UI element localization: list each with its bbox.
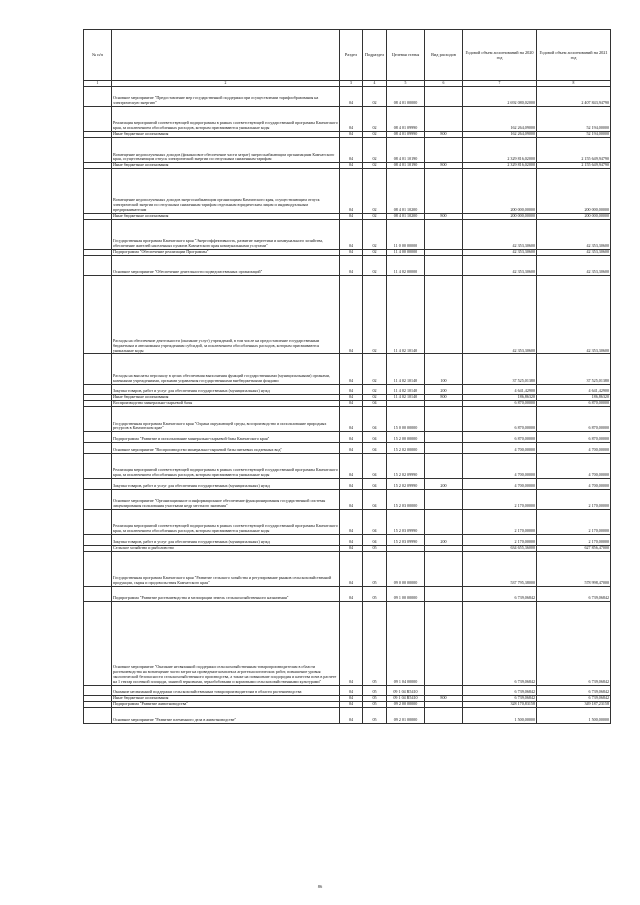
- table-row: [84, 535, 611, 546]
- row-section: 04: [340, 384, 363, 395]
- row-target-article: 09 2 00 00000: [387, 702, 425, 708]
- row-target-article: 11 4 02 10140: [387, 354, 425, 384]
- table-body: [84, 81, 611, 724]
- row-name: Возмещение недополученных доходов энергоснабжающим организациям Камчатского края, осуществляющим отпуск электрической энергии по отпускным сниженным тарифам отдельным юридическим лицам и индивидуальным предпринимателям: [112, 169, 340, 214]
- budget-table: [83, 29, 611, 724]
- row-target-article: 08 4 01 09990: [387, 106, 425, 131]
- row-target-article: 15 2 03 00000: [387, 489, 425, 509]
- row-number-cell: [84, 106, 112, 131]
- row-name: Закупка товаров, работ и услуг для обеспечения государственных (муниципальных) нужд: [112, 478, 340, 489]
- row-target-article: 15 2 03 09990: [387, 535, 425, 546]
- row-expense-type: [425, 137, 463, 162]
- header-amount-2021: Годовой объем ассигнований на 2021 год: [537, 30, 611, 81]
- row-section: 04: [340, 696, 363, 702]
- row-expense-type: 800: [425, 395, 463, 401]
- row-target-article: 09 1 00 00000: [387, 586, 425, 602]
- row-subsection: 02: [363, 213, 387, 219]
- row-name: Реализация мероприятий соответствующей подпрограммы в рамках соответствующей государственной программы Камчатского края, за исключением обособленных расходов, которым присваиваются уникальные коды: [112, 509, 340, 534]
- row-amount-2020: 6 870,00000: [463, 401, 537, 407]
- row-amount-2020: 6 739,06842: [463, 696, 537, 702]
- row-section: 04: [340, 169, 363, 214]
- row-target-article: 09 0 00 00000: [387, 551, 425, 586]
- table-row: [84, 106, 611, 131]
- row-expense-type: 200: [425, 384, 463, 395]
- row-name: Реализация мероприятий соответствующей подпрограммы в рамках соответствующей государственной программы Камчатского края, за исключением обособленных расходов, которым присваиваются уникальные коды: [112, 453, 340, 478]
- column-number: 5: [387, 81, 425, 87]
- row-expense-type: [425, 432, 463, 443]
- row-subsection: 05: [363, 602, 387, 685]
- table-row: [84, 169, 611, 214]
- row-target-article: 15 2 02 09990: [387, 453, 425, 478]
- row-amount-2020: 6 870,00000: [463, 432, 537, 443]
- row-subsection: 05: [363, 685, 387, 696]
- column-number: 6: [425, 81, 463, 87]
- row-name: Основное мероприятие "Организационное и информационное обеспечение функционирования государственной системы лицензирования пользования участками недр местного значения": [112, 489, 340, 509]
- row-number-cell: [84, 219, 112, 249]
- row-section: 04: [340, 535, 363, 546]
- row-expense-type: [425, 406, 463, 431]
- row-expense-type: [425, 685, 463, 696]
- row-name: Реализация мероприятий соответствующей подпрограммы в рамках соответствующей государственной программы Камчатского края, за исключением обособленных расходов, которым присваиваются уникальные коды: [112, 106, 340, 131]
- row-amount-2021: 42 353,30600: [537, 255, 611, 275]
- row-subsection: 02: [363, 106, 387, 131]
- row-subsection: 02: [363, 395, 387, 401]
- row-amount-2020: 186,86320: [463, 395, 537, 401]
- header-subsection: Подраздел: [363, 30, 387, 81]
- row-subsection: 05: [363, 551, 387, 586]
- row-name: Подпрограмма "Развитие растениеводства и мелиорации земель сельскохозяйственного назначения": [112, 586, 340, 602]
- row-target-article: 08 4 01 10200: [387, 213, 425, 219]
- row-name: Иные бюджетные ассигнования: [112, 696, 340, 702]
- row-target-article: 11 4 00 00000: [387, 249, 425, 255]
- row-target-article: 11 4 02 10140: [387, 275, 425, 354]
- row-target-article: 15 2 03 09990: [387, 509, 425, 534]
- row-amount-2021: 4 700,00000: [537, 478, 611, 489]
- row-target-article: 15 0 00 00000: [387, 406, 425, 431]
- row-number-cell: [84, 535, 112, 546]
- row-target-article: 15 2 00 00000: [387, 432, 425, 443]
- row-subsection: 04: [363, 453, 387, 478]
- table-row: [84, 586, 611, 602]
- row-amount-2021: 200 000,00000: [537, 169, 611, 214]
- column-number: 7: [463, 81, 537, 87]
- row-target-article: 11 4 02 10140: [387, 384, 425, 395]
- row-amount-2021: 4 700,00000: [537, 453, 611, 478]
- row-section: 04: [340, 401, 363, 407]
- row-name: Закупка товаров, работ и услуг для обеспечения государственных (муниципальных) нужд: [112, 535, 340, 546]
- row-number-cell: [84, 602, 112, 685]
- row-amount-2021: 2 170,00000: [537, 535, 611, 546]
- row-number-cell: [84, 551, 112, 586]
- row-subsection: 02: [363, 384, 387, 395]
- row-expense-type: [425, 255, 463, 275]
- row-section: 04: [340, 489, 363, 509]
- row-amount-2020: 42 353,30600: [463, 275, 537, 354]
- row-subsection: 04: [363, 401, 387, 407]
- row-expense-type: [425, 86, 463, 106]
- row-subsection: 05: [363, 586, 387, 602]
- row-number-cell: [84, 169, 112, 214]
- row-subsection: 02: [363, 255, 387, 275]
- row-expense-type: [425, 169, 463, 214]
- table-row: [84, 551, 611, 586]
- row-subsection: 05: [363, 702, 387, 708]
- row-expense-type: 200: [425, 535, 463, 546]
- row-amount-2020: 4 700,00000: [463, 442, 537, 453]
- row-expense-type: 800: [425, 163, 463, 169]
- row-amount-2021: 6 739,06842: [537, 696, 611, 702]
- row-number-cell: [84, 685, 112, 696]
- table-row: [84, 86, 611, 106]
- row-target-article: 11 4 02 10140: [387, 395, 425, 401]
- row-amount-2021: 6 739,06842: [537, 602, 611, 685]
- row-amount-2020: 2 329 816,02000: [463, 137, 537, 162]
- row-amount-2020: 2 170,00000: [463, 509, 537, 534]
- column-number: 2: [112, 81, 340, 87]
- row-amount-2021: 6 870,00000: [537, 432, 611, 443]
- row-amount-2020: 4 700,00000: [463, 453, 537, 478]
- table-row: [84, 137, 611, 162]
- row-amount-2021: 42 353,30600: [537, 219, 611, 249]
- row-name: Иные бюджетные ассигнования: [112, 213, 340, 219]
- table-row: [84, 432, 611, 443]
- row-amount-2020: 200 000,00000: [463, 169, 537, 214]
- row-amount-2020: 42 353,30600: [463, 249, 537, 255]
- row-amount-2020: 6 870,00000: [463, 406, 537, 431]
- row-subsection: 02: [363, 86, 387, 106]
- row-subsection: 04: [363, 442, 387, 453]
- row-amount-2021: 2 155 649,94790: [537, 137, 611, 162]
- row-section: 04: [340, 213, 363, 219]
- row-section: 04: [340, 395, 363, 401]
- row-number-cell: [84, 255, 112, 275]
- row-amount-2020: 6 739,06842: [463, 602, 537, 685]
- row-target-article: 15 2 02 00000: [387, 442, 425, 453]
- row-name: Иные бюджетные ассигнования: [112, 132, 340, 138]
- row-amount-2020: 2 692 080,02000: [463, 86, 537, 106]
- row-amount-2020: 6 739,06842: [463, 685, 537, 696]
- row-subsection: 05: [363, 696, 387, 702]
- row-expense-type: [425, 551, 463, 586]
- row-section: 04: [340, 702, 363, 708]
- header-number: № п/п: [84, 30, 112, 81]
- row-number-cell: [84, 86, 112, 106]
- table-row: [84, 219, 611, 249]
- column-number: 8: [537, 81, 611, 87]
- row-subsection: 04: [363, 406, 387, 431]
- row-number-cell: [84, 137, 112, 162]
- row-name: Основное мероприятие "Воспроизводство минерально-сырьевой базы питьевых подземных вод": [112, 442, 340, 453]
- row-amount-2021: 6 739,06842: [537, 685, 611, 696]
- row-amount-2021: 200 000,00000: [537, 213, 611, 219]
- row-amount-2020: 200 000,00000: [463, 213, 537, 219]
- row-amount-2020: 537 795,38000: [463, 551, 537, 586]
- row-section: 04: [340, 509, 363, 534]
- row-expense-type: [425, 489, 463, 509]
- row-number-cell: [84, 275, 112, 354]
- row-name: Подпрограмма "Развитие животноводства": [112, 702, 340, 708]
- header-amount-2020: Годовой объем ассигнований на 2020 год: [463, 30, 537, 81]
- table-row: [84, 685, 611, 696]
- row-expense-type: [425, 219, 463, 249]
- row-expense-type: [425, 453, 463, 478]
- row-subsection: 02: [363, 132, 387, 138]
- header-target-article: Целевая статья: [387, 30, 425, 81]
- table-header-row: [84, 30, 611, 81]
- row-subsection: 02: [363, 169, 387, 214]
- row-name: Расходы на обеспечение деятельности (оказание услуг) учреждений, в том числе на предоставление государственным бюджетным и автономным учреждениям субсидий, за исключением обособленных расходов, которым присваиваются уникальные коды: [112, 275, 340, 354]
- row-amount-2021: 52 194,00000: [537, 106, 611, 131]
- row-amount-2020: 634 655,36000: [463, 545, 537, 551]
- table-row: [84, 255, 611, 275]
- row-section: 04: [340, 219, 363, 249]
- row-section: 04: [340, 132, 363, 138]
- row-name: Подпрограмма "Обеспечение реализации Программы": [112, 249, 340, 255]
- row-section: 04: [340, 255, 363, 275]
- row-amount-2021: 186,86320: [537, 395, 611, 401]
- row-amount-2021: 578 998,47000: [537, 551, 611, 586]
- row-expense-type: [425, 586, 463, 602]
- row-target-article: 08 4 01 10200: [387, 169, 425, 214]
- row-subsection: 04: [363, 478, 387, 489]
- row-section: 04: [340, 86, 363, 106]
- row-amount-2021: 6 870,00000: [537, 406, 611, 431]
- row-amount-2021: 4 700,00000: [537, 442, 611, 453]
- row-amount-2020: 4 700,00000: [463, 478, 537, 489]
- row-expense-type: [425, 106, 463, 131]
- row-amount-2021: 1 500,00000: [537, 707, 611, 723]
- row-amount-2020: 37 525,01380: [463, 354, 537, 384]
- row-name: Оказание несвязанной поддержки сельскохозяйственным товаропроизводителям в области растениеводства: [112, 685, 340, 696]
- row-name: Основное мероприятие "Предоставление мер государственной поддержки при осуществлении тарифообразования на электрическую энергию": [112, 86, 340, 106]
- budget-document-sheet: [83, 29, 610, 724]
- row-name: Государственная программа Камчатского края "Охрана окружающей среды, воспроизводство и использование природных ресурсов в Камчатском крае": [112, 406, 340, 431]
- column-number: 3: [340, 81, 363, 87]
- row-name: Государственная программа Камчатского края "Развитие сельского хозяйства и регулирование рынков сельскохозяйственной продукции, сырья и продовольствия Камчатского края": [112, 551, 340, 586]
- row-section: 04: [340, 406, 363, 431]
- row-amount-2020: 42 353,30600: [463, 255, 537, 275]
- row-expense-type: 100: [425, 354, 463, 384]
- row-subsection: 04: [363, 489, 387, 509]
- row-section: 04: [340, 602, 363, 685]
- row-amount-2021: 2 170,00000: [537, 489, 611, 509]
- row-section: 04: [340, 545, 363, 551]
- row-subsection: 02: [363, 219, 387, 249]
- row-amount-2020: 328 170,83158: [463, 702, 537, 708]
- row-expense-type: [425, 602, 463, 685]
- row-amount-2020: 2 170,00000: [463, 489, 537, 509]
- row-subsection: 04: [363, 535, 387, 546]
- table-row: [84, 275, 611, 354]
- table-row: [84, 406, 611, 431]
- row-target-article: 09 1 04 R5410: [387, 685, 425, 696]
- row-amount-2020: 2 170,00000: [463, 535, 537, 546]
- row-target-article: 09 2 01 00000: [387, 707, 425, 723]
- table-row: [84, 442, 611, 453]
- row-number-cell: [84, 384, 112, 395]
- row-amount-2021: 42 353,30600: [537, 275, 611, 354]
- row-name: Воспроизводство минерально-сырьевой базы: [112, 401, 340, 407]
- row-subsection: 05: [363, 707, 387, 723]
- table-row: [84, 453, 611, 478]
- row-target-article: 08 4 01 00000: [387, 86, 425, 106]
- row-amount-2021: 2 407 843,94790: [537, 86, 611, 106]
- page-number: 86: [317, 884, 323, 889]
- row-target-article: 09 1 04 00000: [387, 602, 425, 685]
- row-section: 04: [340, 685, 363, 696]
- row-section: 04: [340, 586, 363, 602]
- row-section: 04: [340, 432, 363, 443]
- header-expense-type: Вид расходов: [425, 30, 463, 81]
- row-subsection: 05: [363, 545, 387, 551]
- row-subsection: 04: [363, 432, 387, 443]
- row-number-cell: [84, 707, 112, 723]
- table-row: [84, 707, 611, 723]
- row-amount-2021: 349 187,23158: [537, 702, 611, 708]
- row-name: Расходы на выплаты персоналу в целях обеспечения выполнения функций государственными (муниципальными) органами, казенными учреждениями, органами управления государственными внебюджетными фондами: [112, 354, 340, 384]
- row-number-cell: [84, 489, 112, 509]
- row-amount-2021: 52 194,00000: [537, 132, 611, 138]
- row-amount-2021: 2 170,00000: [537, 509, 611, 534]
- table-row: [84, 602, 611, 685]
- header-section: Раздел: [340, 30, 363, 81]
- table-row: [84, 354, 611, 384]
- row-section: 04: [340, 163, 363, 169]
- row-section: 04: [340, 249, 363, 255]
- table-row: [84, 489, 611, 509]
- row-section: 04: [340, 551, 363, 586]
- header-name: [112, 30, 340, 81]
- column-number: 1: [84, 81, 112, 87]
- row-section: 04: [340, 453, 363, 478]
- row-expense-type: 800: [425, 132, 463, 138]
- row-name: Сельское хозяйство и рыболовство: [112, 545, 340, 551]
- row-number-cell: [84, 442, 112, 453]
- row-number-cell: [84, 354, 112, 384]
- row-number-cell: [84, 586, 112, 602]
- column-number: 4: [363, 81, 387, 87]
- row-amount-2021: 627 856,47000: [537, 545, 611, 551]
- table-row: [84, 384, 611, 395]
- row-target-article: 08 4 01 09990: [387, 132, 425, 138]
- row-name: Государственная программа Камчатского края "Энергоэффективность, развитие энергетики и коммунального хозяйства, обеспечение жителей населенных пунктов Камчатского края коммунальными услугами": [112, 219, 340, 249]
- row-amount-2020: 42 353,30600: [463, 219, 537, 249]
- row-name: Основное мероприятие "Развитие племенного дела в животноводстве": [112, 707, 340, 723]
- row-name: Иные бюджетные ассигнования: [112, 395, 340, 401]
- row-amount-2021: 6 739,06842: [537, 586, 611, 602]
- row-target-article: 08 4 01 10190: [387, 137, 425, 162]
- row-subsection: 02: [363, 163, 387, 169]
- row-section: 04: [340, 442, 363, 453]
- table-row: [84, 478, 611, 489]
- row-amount-2021: 37 525,01380: [537, 354, 611, 384]
- row-name: Основное мероприятие "Обеспечение деятельности подведомственных организаций": [112, 255, 340, 275]
- row-section: 04: [340, 137, 363, 162]
- row-number-cell: [84, 453, 112, 478]
- row-subsection: 02: [363, 249, 387, 255]
- row-amount-2021: 6 870,00000: [537, 401, 611, 407]
- row-section: 04: [340, 275, 363, 354]
- row-number-cell: [84, 509, 112, 534]
- row-number-cell: [84, 432, 112, 443]
- row-section: 04: [340, 707, 363, 723]
- row-expense-type: [425, 707, 463, 723]
- row-subsection: 04: [363, 509, 387, 534]
- row-expense-type: 800: [425, 696, 463, 702]
- table-row: [84, 509, 611, 534]
- row-name: Подпрограмма "Развитие и использование минерально-сырьевой базы Камчатского края": [112, 432, 340, 443]
- row-target-article: 11 4 02 00000: [387, 255, 425, 275]
- row-number-cell: [84, 478, 112, 489]
- row-subsection: 02: [363, 275, 387, 354]
- row-amount-2020: 162 264,09000: [463, 132, 537, 138]
- row-amount-2021: 2 155 649,94790: [537, 163, 611, 169]
- row-target-article: 09 1 04 R5410: [387, 696, 425, 702]
- row-amount-2020: 6 739,06842: [463, 586, 537, 602]
- row-amount-2020: 2 329 816,02000: [463, 163, 537, 169]
- row-section: 04: [340, 478, 363, 489]
- row-amount-2020: 1 500,00000: [463, 707, 537, 723]
- row-name: Основное мероприятие "Оказание несвязанной поддержки сельскохозяйственным товаропроизводителям в области растениеводства на возмещение части затрат на проведение комплекса агротехнологических работ, повышение уровня экологической безопасности сельскохозяйственного производства, а также на повышение плодородия и качества почв в расчете на 1 гектар посевной площади, занятой зерновыми, зернобобовыми и кормовыми сельскохозяйственными культурами": [112, 602, 340, 685]
- row-section: 04: [340, 106, 363, 131]
- row-amount-2021: 4 641,42900: [537, 384, 611, 395]
- row-expense-type: 200: [425, 478, 463, 489]
- row-subsection: 02: [363, 137, 387, 162]
- row-expense-type: 800: [425, 213, 463, 219]
- row-target-article: 08 4 01 10190: [387, 163, 425, 169]
- row-subsection: 02: [363, 354, 387, 384]
- row-name: Возмещение недополученных доходов (финансовое обеспечение части затрат) энергоснабжающим организациям Камчатского края, осуществляющим отпуск электрической энергии по отпускным сниженным тарифам: [112, 137, 340, 162]
- row-target-article: 11 0 00 00000: [387, 219, 425, 249]
- row-number-cell: [84, 406, 112, 431]
- row-section: 04: [340, 354, 363, 384]
- row-target-article: 15 2 02 09990: [387, 478, 425, 489]
- row-amount-2020: 4 641,42900: [463, 384, 537, 395]
- row-expense-type: [425, 275, 463, 354]
- row-amount-2020: 162 264,09000: [463, 106, 537, 131]
- row-name: Иные бюджетные ассигнования: [112, 163, 340, 169]
- row-amount-2021: 42 353,30600: [537, 249, 611, 255]
- row-name: Закупка товаров, работ и услуг для обеспечения государственных (муниципальных) нужд: [112, 384, 340, 395]
- row-expense-type: [425, 509, 463, 534]
- row-expense-type: [425, 442, 463, 453]
